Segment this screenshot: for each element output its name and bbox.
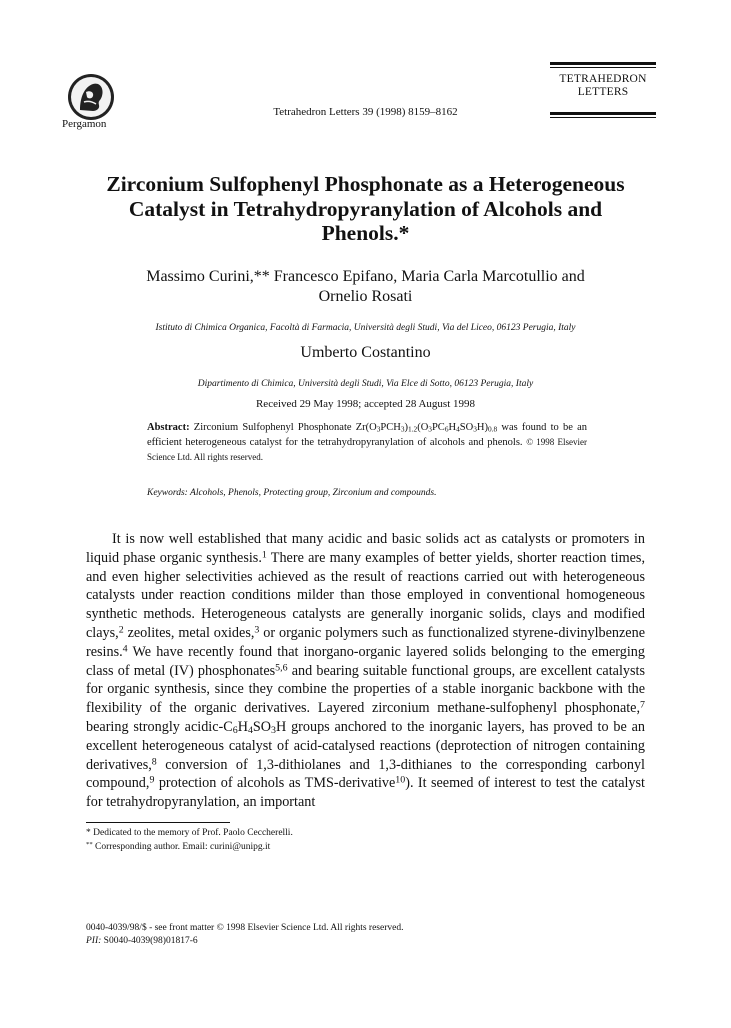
keywords: Keywords: Alcohols, Phenols, Protecting group, Zirconium and compounds. <box>147 488 437 498</box>
abstract-formula: $Zr(O_3PCH_3)_{1.2}(O_3PC_6H_4SO_3H)_{0.8}$ <box>355 422 498 434</box>
footnote-rule <box>86 822 230 823</box>
citation: 2 <box>118 624 124 636</box>
body-paragraph: It is now well established that many acidic and basic solids act as catalysts or promoters in liquid phase organic synthesis.$^1$ There are many examples of better yields, shorter reaction times, and even higher selectivities achieved as the result of reactions carried out with heterogeneous catalysts under reaction conditions milder than those employed in conventional homogeneous synthetic methods. Heterogeneous catalysts are generally inorganic solids, clays and modified clays,$^2$ zeolites, metal oxides,$^3$ or organic polymers such as functionalized styrene-divinylbenzene resins.$^4$ We have recently found that inorgano-organic layered solids belonging to the emerging class of metal (IV) phosphonates$^{5,6}$ and bearing suitable functional groups, are excellent catalysts for organic synthesis, since they combine the properties of a stable inorganic backbone with the flexibility of the organic derivatives. Layered zirconium methane-sulfophenyl phosphonate,$^7$ bearing strongly acidic-$C_6H_4SO_3H$ groups anchored to the inorganic layers, has proved to be an excellent heterogeneous catalyst of acid-catalysed reactions (deprotection of nitrogen containing derivatives,$^8$ conversion of 1,3-dithiolanes and 1,3-dithianes to the corresponding carbonyl compound,$^9$ protection of alcohols as TMS-derivative$^{10}$). It seemed of interest to test the catalyst for tetrahydropyranylation, an important <box>86 531 645 811</box>
abstract-label: Abstract: <box>147 422 190 433</box>
author-name: Umberto Costantino <box>300 344 431 361</box>
abstract: Abstract: Zirconium Sulfophenyl Phosphonate $Zr(O_3PCH_3)_{1.2}(O_3PC_6H_4SO_3H)_{0.8}$ was found to be an efficient heterogeneous catalyst for the tetrahydropyranylation of alcohols and phenols. © 1998 Elsevier Science Ltd. All rights reserved. <box>147 422 588 462</box>
journal-name <box>550 73 656 98</box>
affiliation: Istituto di Chimica Organica, Facoltà di Farmacia, Università degli Studi, Via del Liceo, 06123 Perugia, Italy <box>155 323 576 333</box>
title-line: Zirconium Sulfophenyl Phosphonate as a Heterogeneous <box>106 172 625 196</box>
journal-name-line2: LETTERS <box>577 85 629 98</box>
footnote-dedication: * Dedicated to the memory of Prof. Paolo Ceccherelli. <box>86 828 293 838</box>
title-line: Catalyst in Tetrahydropyranylation of Alcohols and <box>128 196 603 221</box>
publisher-name: Pergamon <box>62 118 107 130</box>
citation: 4 <box>122 643 128 655</box>
citation: 9 <box>149 774 155 786</box>
author-line: Ornelio Rosati <box>318 288 413 305</box>
masthead-rule-bottom-thin <box>550 117 656 118</box>
pii-line: PII: S0040-4039(98)01817-6 <box>86 936 198 946</box>
journal-name-line1: TETRAHEDRON <box>559 73 647 85</box>
citation: 5,6 <box>275 662 288 674</box>
affiliation: Dipartimento di Chimica, Università degli Studi, Via Elce di Sotto, 06123 Perugia, Italy <box>197 379 534 389</box>
issn-line: 0040-4039/98/$ - see front matter © 1998 Elsevier Science Ltd. All rights reserved. <box>86 923 404 933</box>
citation: 10 <box>395 774 406 786</box>
footnotes <box>86 826 293 854</box>
body-text <box>86 530 645 812</box>
journal-reference: Tetrahedron Letters 39 (1998) 8159–8162 <box>273 106 458 118</box>
article-title <box>60 172 671 246</box>
author-line: Massimo Curini,** Francesco Epifano, Maria Carla Marcotullio and <box>146 268 585 285</box>
masthead-rule-top <box>550 62 656 65</box>
title-line: Phenols.* <box>321 221 410 245</box>
footnote-corresponding: ** Corresponding author. Email: curini@unipg.it <box>86 841 271 852</box>
masthead-rule-top-thin <box>550 67 656 68</box>
abstract-text: was found to be an efficient heterogeneous catalyst for the tetrahydropyranylation of alcohols and phenols. <box>147 422 587 448</box>
received-dates: Received 29 May 1998; accepted 28 August 1998 <box>255 398 476 410</box>
citation: 7 <box>640 699 645 711</box>
masthead-rule-bottom <box>550 112 656 115</box>
journal-masthead <box>550 62 656 118</box>
citation: 3 <box>254 624 260 636</box>
front-matter <box>86 922 403 948</box>
citation: 8 <box>151 756 157 768</box>
author-list <box>60 267 671 307</box>
abstract-copyright: © 1998 Elsevier Science Ltd. All rights reserved. <box>147 437 588 462</box>
citation: 1 <box>261 549 267 561</box>
